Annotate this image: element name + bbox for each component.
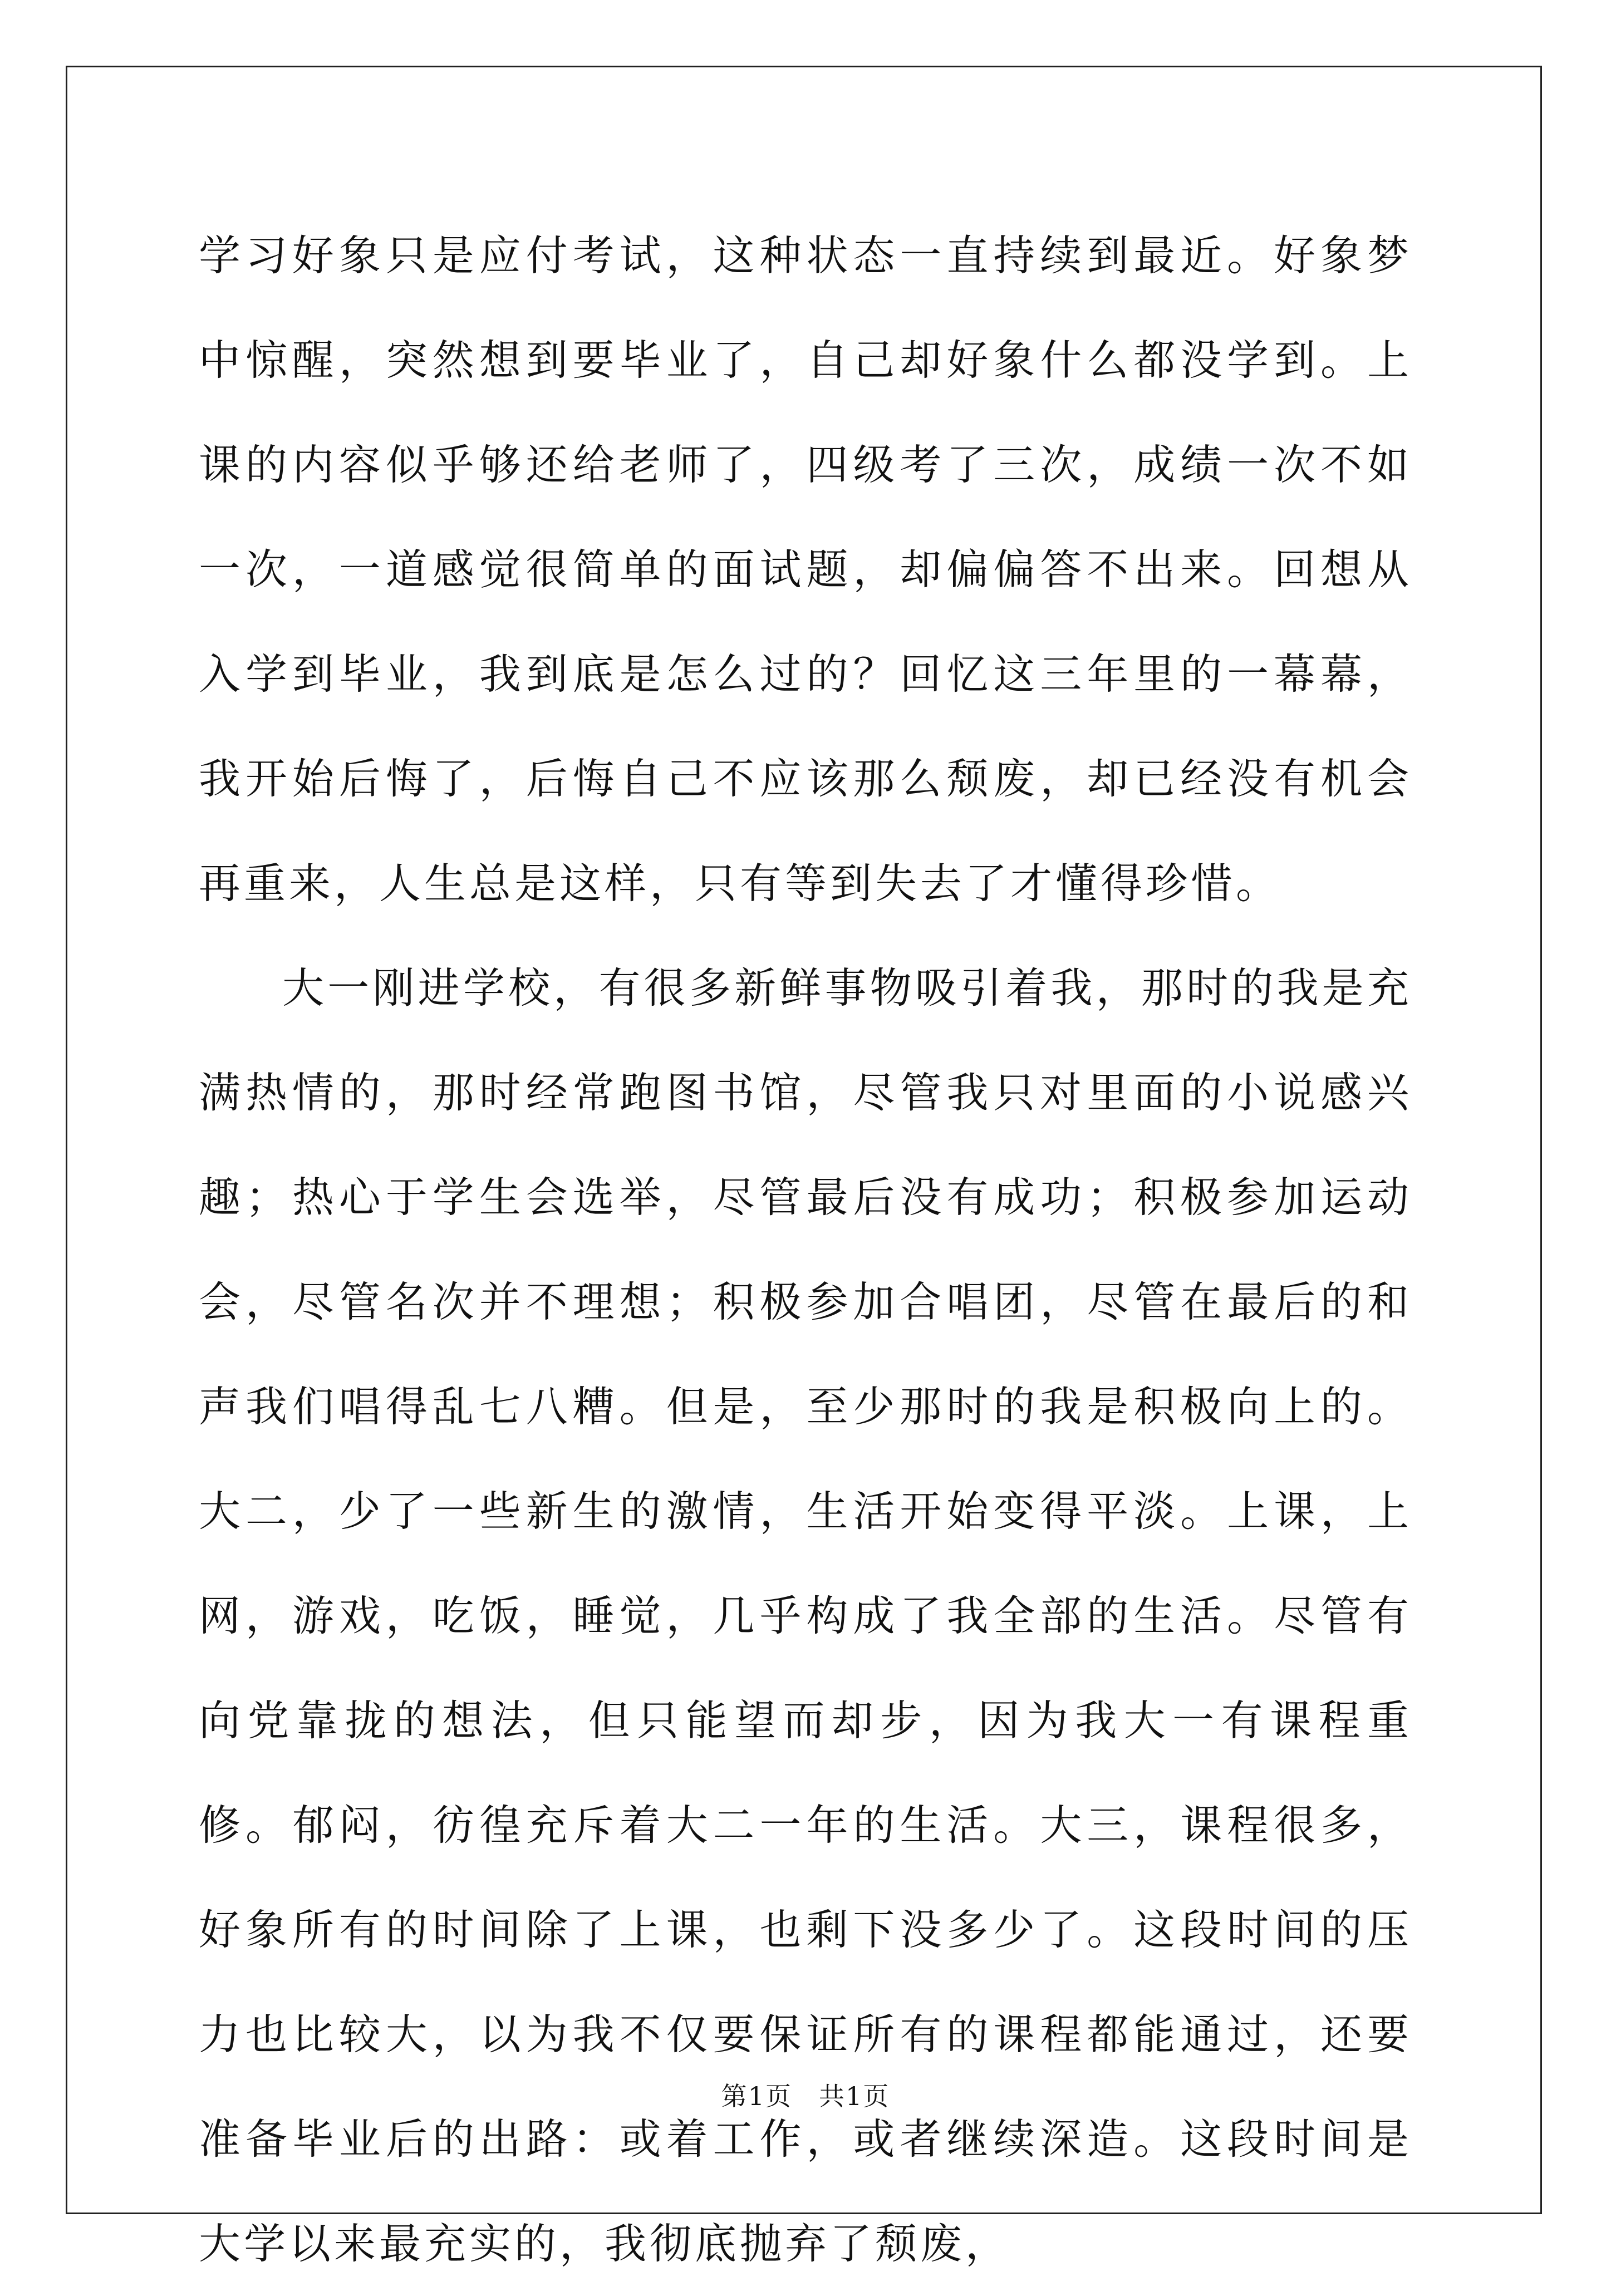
document-body	[199, 203, 1412, 2296]
paragraph-1: 学习好象只是应付考试，这种状态一直持续到最近。好象梦中惊醒，突然想到要毕业了，自己却好象什么都没学到。上课的内容似乎够还给老师了，四级考了三次，成绩一次不如一次，一道感觉很简单的面试题，却偏偏答不出来。回想从入学到毕业，我到底是怎么过的？回忆这三年里的一幕幕，我开始后悔了，后悔自己不应该那么颓废，却已经没有机会再重来，人生总是这样，只有等到失去了才懂得珍惜。	[199, 231, 1412, 908]
page-number-footer: 第1页 共1页	[721, 2081, 890, 2111]
paragraph-2: 大一刚进学校，有很多新鲜事物吸引着我，那时的我是充满热情的，那时经常跑图书馆，尽管我只对里面的小说感兴趣；热心于学生会选举，尽管最后没有成功；积极参加运动会，尽管名次并不理想；积极参加合唱团，尽管在最后的和声我们唱得乱七八糟。但是，至少那时的我是积极向上的。大二，少了一些新生的激情，生活开始变得平淡。上课，上网，游戏，吃饭，睡觉，几乎构成了我全部的生活。尽管有向党靠拢的想法，但只能望而却步，因为我大一有课程重修。郁闷，彷徨充斥着大二一年的生活。大三，课程很多，好象所有的时间除了上课，也剩下没多少了。这段时间的压力也比较大，以为我不仅要保证所有的课程都能通过，还要准备毕业后的出路：或着工作，或者继续深造。这段时间是大学以来最充实的，我彻底抛弃了颓废，	[199, 963, 1412, 2268]
